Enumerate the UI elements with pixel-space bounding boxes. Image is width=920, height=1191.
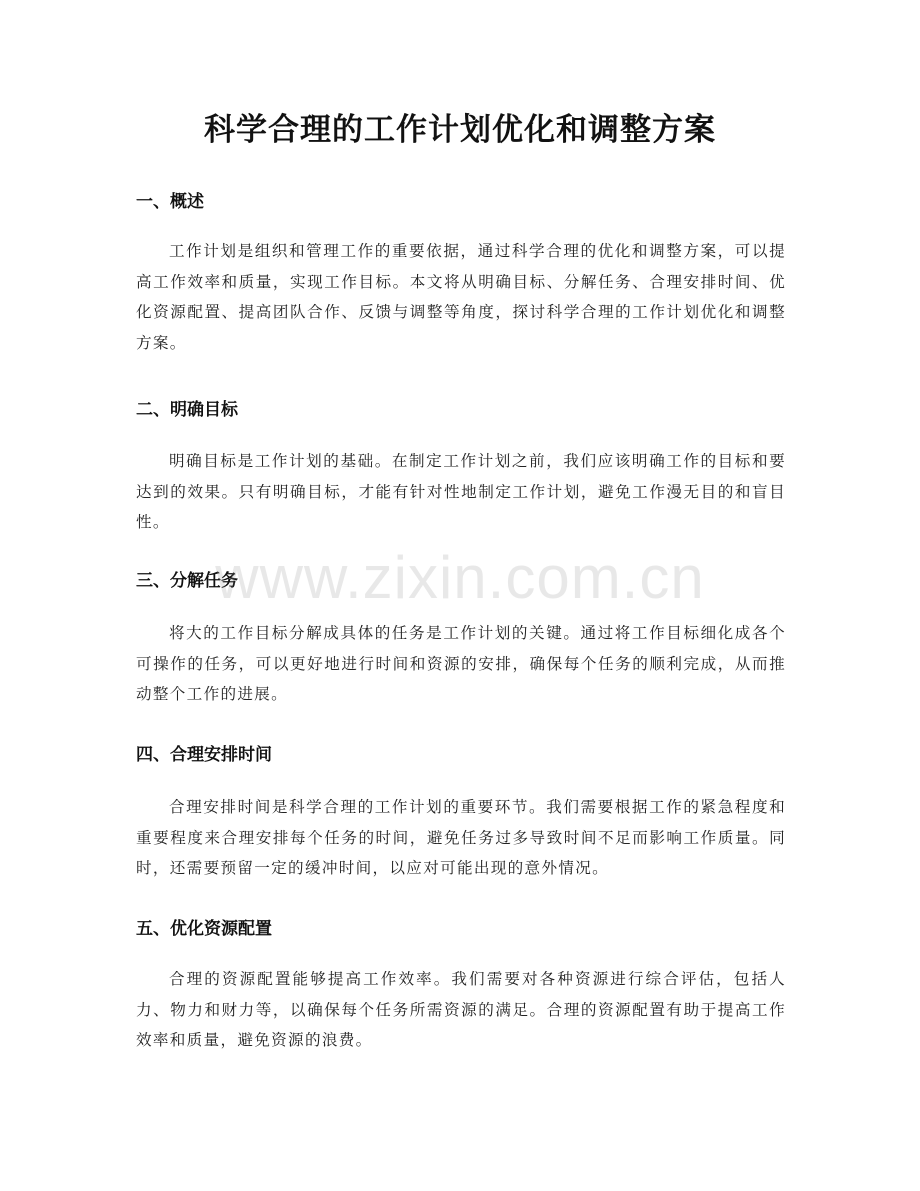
section-paragraph-clear-goals: 明确目标是工作计划的基础。在制定工作计划之前，我们应该明确工作的目标和要达到的效果。只有明确目标，才能有针对性地制定工作计划，避免工作漫无目的和盲目性。 xyxy=(136,452,786,531)
section-heading-clear-goals: 二、明确目标 xyxy=(136,400,238,420)
document-title: 科学合理的工作计划优化和调整方案 xyxy=(204,112,716,148)
section-paragraph-time-arrangement: 合理安排时间是科学合理的工作计划的重要环节。我们需要根据工作的紧急程度和重要程度来合理安排每个任务的时间，避免任务过多导致时间不足而影响工作质量。同时，还需要预留一定的缓冲时间，以应对可能出现的意外情况。 xyxy=(136,798,786,877)
section-paragraph-decompose-tasks: 将大的工作目标分解成具体的任务是工作计划的关键。通过将工作目标细化成各个可操作的任务，可以更好地进行时间和资源的安排，确保每个任务的顺利完成，从而推动整个工作的进展。 xyxy=(136,624,786,703)
section-heading-decompose-tasks: 三、分解任务 xyxy=(136,571,238,591)
section-heading-time-arrangement: 四、合理安排时间 xyxy=(136,745,272,765)
section-heading-overview: 一、概述 xyxy=(136,192,204,212)
watermark-text: www.zixin.com.cn xyxy=(215,544,705,611)
section-heading-resource-allocation: 五、优化资源配置 xyxy=(136,919,272,939)
section-paragraph-overview: 工作计划是组织和管理工作的重要依据，通过科学合理的优化和调整方案，可以提高工作效率和质量，实现工作目标。本文将从明确目标、分解任务、合理安排时间、优化资源配置、提高团队合作、反馈与调整等角度，探讨科学合理的工作计划优化和调整方案。 xyxy=(136,242,786,352)
section-paragraph-resource-allocation: 合理的资源配置能够提高工作效率。我们需要对各种资源进行综合评估，包括人力、物力和财力等，以确保每个任务所需资源的满足。合理的资源配置有助于提高工作效率和质量，避免资源的浪费。 xyxy=(136,970,786,1049)
